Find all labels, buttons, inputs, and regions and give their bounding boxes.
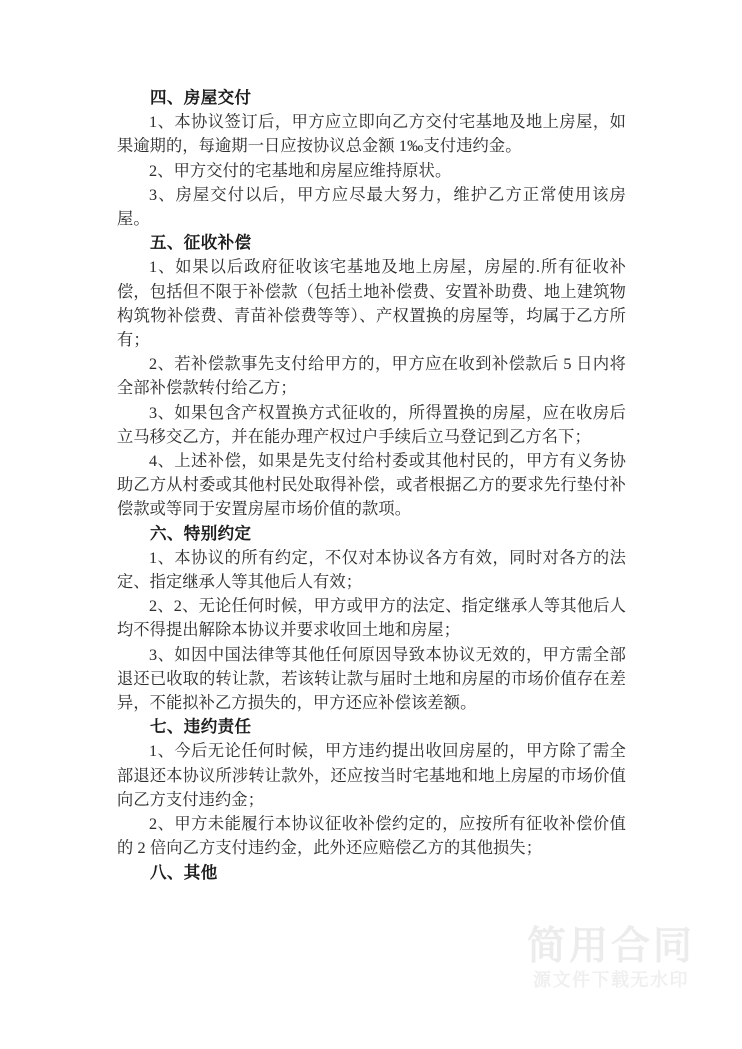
paragraph-5-1: 1、如果以后政府征收该宅基地及地上房屋，房屋的.所有征收补偿，包括但不限于补偿款（包括土地补偿费、安置补助费、地上建筑物构筑物补偿费、青苗补偿费等等）、产权置换的房屋等，均属于乙方所有； (117, 258, 626, 350)
section-5 (117, 231, 626, 521)
document-body (117, 86, 626, 885)
watermark-subtitle-text: 源文件下载无水印 (533, 970, 689, 991)
paragraph-4-2: 2、甲方交付的宅基地和房屋应维持原状。 (149, 161, 452, 180)
section-6 (117, 522, 626, 716)
section-7 (117, 715, 626, 860)
paragraph-4-3: 3、房屋交付以后，甲方应尽最大努力，维护乙方正常使用该房屋。 (117, 185, 626, 229)
paragraph-7-1: 1、今后无论任何时候，甲方违约提出收回房屋的，甲方除了需全部退还本协议所涉转让款外，还应按当时宅基地和地上房屋的市场价值向乙方支付违约金； (117, 742, 626, 809)
watermark-brand-text: 简用合同 (526, 924, 695, 969)
paragraph-6-2: 2、2、无论任何时候，甲方或甲方的法定、指定继承人等其他后人均不得提出解除本协议并要求收回土地和房屋； (117, 597, 626, 640)
watermark (486, 926, 736, 998)
paragraph-6-1: 1、本协议的所有约定，不仅对本协议各方有效，同时对各方的法定、指定继承人等其他后人有效； (117, 548, 626, 592)
section-heading-7: 七、违约责任 (150, 717, 252, 737)
paragraph-5-2: 2、若补偿款事先支付给甲方的，甲方应在收到补偿款后 5 日内将全部补偿款转付给乙方； (117, 355, 626, 398)
paragraph-7-2: 2、甲方未能履行本协议征收补偿约定的，应按所有征收补偿价值的 2 倍向乙方支付违约金，此外还应赔偿乙方的其他损失； (117, 815, 626, 858)
section-heading-5: 五、征收补偿 (150, 233, 252, 253)
section-heading-4: 四、房屋交付 (150, 88, 252, 107)
paragraph-5-4: 4、上述补偿，如果是先支付给村委或其他村民的，甲方有义务协助乙方从村委或其他村民处取得补偿，或者根据乙方的要求先行垫付补偿款或等同于安置房屋市场价值的款项。 (117, 452, 626, 519)
section-heading-8: 八、其他 (150, 862, 218, 882)
paragraph-4-1: 1、本协议签订后，甲方应立即向乙方交付宅基地及地上房屋，如果逾期的，每逾期一日应按协议总金额 1‰支付违约金。 (117, 113, 626, 156)
section-heading-6: 六、特别约定 (150, 523, 252, 543)
paragraph-5-3: 3、如果包含产权置换方式征收的，所得置换的房屋，应在收房后立马移交乙方，并在能办理产权过户手续后立马登记到乙方名下； (117, 403, 626, 446)
paragraph-6-3: 3、如因中国法律等其他任何原因导致本协议无效的，甲方需全部退还已收取的转让款，若该转让款与届时土地和房屋的市场价值存在差异，不能拟补乙方损失的，甲方还应补偿该差额。 (117, 645, 626, 713)
section-4 (117, 86, 626, 231)
section-8 (117, 861, 626, 885)
